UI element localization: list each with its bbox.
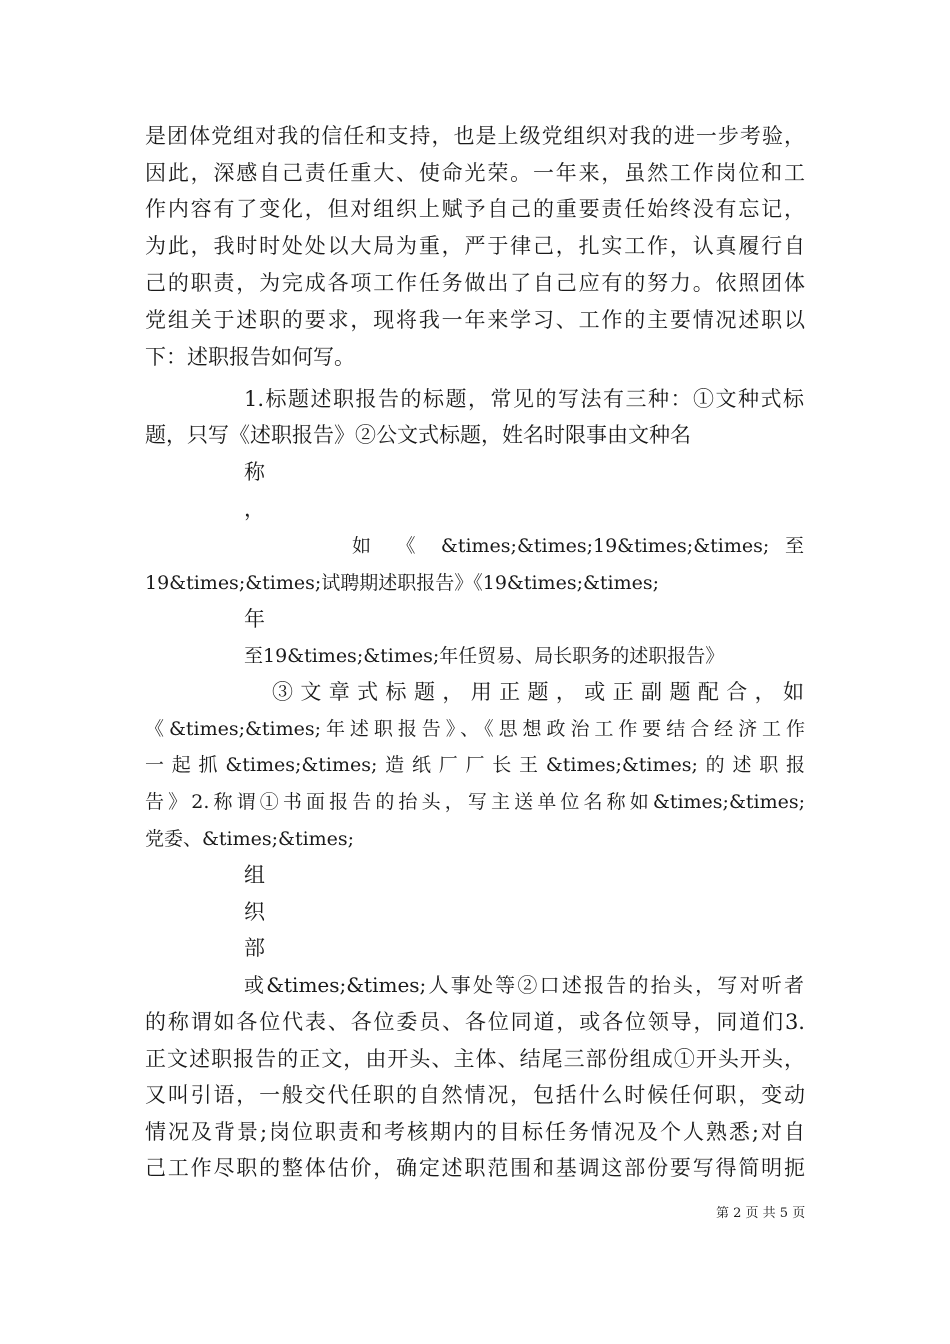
- text-line: 是团体党组对我的信任和支持，也是上级党组织对我的进一步考验，: [145, 124, 805, 148]
- text-line: 情况及背景;岗位职责和考核期内的目标任务情况及个人熟悉;对自: [145, 1120, 805, 1144]
- page-number: 第 2 页 共 5 页: [716, 1206, 806, 1221]
- text-line: ③ 文 章 式 标 题 ， 用 正 题 ， 或 正 副 题 配 合 ， 如: [272, 680, 804, 704]
- text-line: 如 《 &times;&times;19&times;&times; 至: [352, 535, 804, 557]
- text-line: 一起抓&times;&times;造纸厂厂长王&times;&times;的述职报: [145, 754, 805, 776]
- text-line: 的称谓如各位代表、各位委员、各位同道，或各位领导，同道们3.: [145, 1010, 805, 1034]
- text-line: 告》2.称谓①书面报告的抬头，写主送单位名称如&times;&times;: [145, 791, 805, 813]
- text-line: 正文述职报告的正文，由开头、主体、结尾三部份组成①开头开头，: [145, 1047, 805, 1071]
- text-line: 下：述职报告如何写。: [145, 345, 355, 369]
- text-line: 组: [244, 863, 265, 887]
- text-line: 党组关于述职的要求，现将我一年来学习、工作的主要情况述职以: [145, 308, 805, 332]
- text-line: 或&times;&times;人事处等②口述报告的抬头，写对听者: [244, 973, 804, 997]
- text-line: 称: [244, 460, 265, 484]
- text-line: 至19&times;&times;年任贸易、局长职务的述职报告》: [244, 645, 725, 667]
- text-line: 织: [244, 900, 265, 924]
- text-line: 19&times;&times;试聘期述职报告》《19&times;&times;: [145, 572, 660, 594]
- text-line: 为此，我时时处处以大局为重，严于律己，扎实工作，认真履行自: [145, 234, 805, 258]
- text-line: 作内容有了变化，但对组织上赋予自己的重要责任始终没有忘记，: [145, 197, 805, 221]
- text-line: 1.标题述职报告的标题，常见的写法有三种：①文种式标: [244, 387, 804, 411]
- text-line: 《&times;&times;年述职报告》、《思想政治工作要结合经济工作: [145, 718, 805, 740]
- text-line: ，: [244, 497, 265, 521]
- text-line: 题，只写《述职报告》②公文式标题，姓名时限事由文种名: [145, 423, 691, 447]
- text-line: 党委、&times;&times;: [145, 828, 355, 850]
- text-line: 部: [244, 936, 265, 960]
- text-line: 年: [244, 607, 265, 631]
- text-line: 因此，深感自己责任重大、使命光荣。一年来，虽然工作岗位和工: [145, 161, 805, 185]
- text-line: 又叫引语，一般交代任职的自然情况，包括什么时候任何职，变动: [145, 1083, 805, 1107]
- text-line: 己工作尽职的整体估价，确定述职范围和基调这部份要写得简明扼: [145, 1156, 805, 1180]
- text-line: 己的职责，为完成各项工作任务做出了自己应有的努力。依照团体: [145, 271, 805, 295]
